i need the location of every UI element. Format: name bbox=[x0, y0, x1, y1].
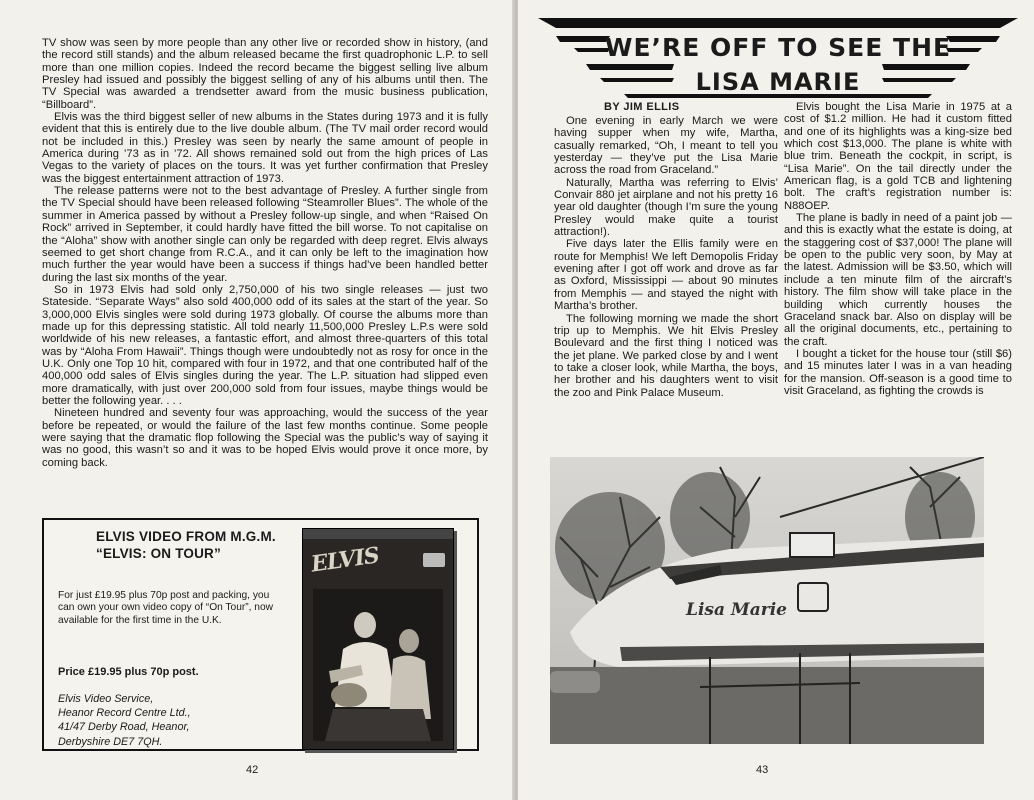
article-title-block bbox=[538, 16, 1018, 100]
ad-price: Price £19.95 plus 70p post. bbox=[58, 666, 199, 678]
paragraph: Nineteen hundred and seventy four was approaching, would the success of the year before be repeated, or would the failure of the last few months continue. Some people were saying that the dramatic flop following the Special was the public’s way of saying it was no good, this wasn’t so and it was to be hoped Elvis would prove it once more, by coming back. bbox=[42, 407, 488, 469]
paragraph: The following morning we made the short trip up to Memphis. We hit Elvis Presley Boulevard and the first thing I noticed was the jet plane. We parked close by and I went to take a closer look, while Martha, the boys, her brother and his daughters went to visit the zoo and Pink Palace Museum. bbox=[554, 312, 778, 399]
byline: BY JIM ELLIS bbox=[604, 101, 680, 113]
ad-subheading: “ELVIS: ON TOUR” bbox=[96, 546, 221, 561]
article-title-line-2: LISA MARIE bbox=[695, 68, 861, 96]
paragraph: One evening in early March we were having supper when my wife, Martha, casually remarked, “Oh, I meant to tell you yesterday — they’ve put the Lisa Marie across the road from Graceland.” bbox=[554, 115, 778, 177]
plane-script-name: Lisa Marie bbox=[686, 600, 787, 620]
address-line: 41/47 Derby Road, Heanor, bbox=[58, 721, 190, 734]
page-number: 43 bbox=[756, 764, 769, 776]
address-line: Derbyshire DE7 7QH. bbox=[58, 735, 163, 748]
video-cover-image bbox=[302, 528, 454, 750]
jet-plane-photo bbox=[550, 457, 984, 744]
left-page bbox=[0, 0, 514, 800]
address-line: Elvis Video Service, bbox=[58, 693, 154, 705]
cover-logo: ELVIS bbox=[309, 542, 381, 578]
article-column-1 bbox=[554, 115, 778, 399]
paragraph: TV show was seen by more people than any other live or recorded show in history, (and the record still stands) and the album released became the first quadrophonic L.P. to sell more than one million copies. Indeed the record became the biggest selling live album Presley had issued and possibly the biggest selling of any of his albums until then. The TV Special was awarded a trendsetter award from the music business publication, “Billboard”. bbox=[42, 37, 488, 111]
address-line: Heanor Record Centre Ltd., bbox=[58, 707, 191, 720]
ad-address bbox=[58, 692, 191, 749]
article-title-line-1: WE’RE OFF TO SEE THE bbox=[604, 33, 952, 62]
paragraph: The release patterns were not to the best advantage of Presley. A further single from the TV Special should have been released following “Steamroller Blues”. The whole of the summer in America passed by without a Presley follow-up single, and when “Raised On Rock” arrived in September, it could hardly have fitted the bill worse. To not capitalise on the “Aloha” show with another single can only be regarded with deep regret. Elvis always seemed to get short change from R.C.A., and it can only be left to the imagination how much further the year would have been a success if things had’ve been handled better during the last six months of the year. bbox=[42, 185, 488, 284]
mgm-badge-icon bbox=[423, 553, 445, 567]
paragraph: The plane is badly in need of a paint job — and this is exactly what the estate is doing, at the staggering cost of $37,000! The plane will be open to the public very soon, by May at the latest. Admission will be $3.50, which will include a ten minute film of the aircraft’s history. The film show will take place in the building which currently houses the Graceland snack bar. Also on display will be all the original documents, etc., pertaining to the craft. bbox=[784, 212, 1012, 348]
paragraph: Five days later the Ellis family were en route for Memphis! We left Demopolis Friday evening after I got off work and drove as far as Oxford, Mississippi — about 90 minutes from Memphis — and stayed the night with Martha’s brother. bbox=[554, 238, 778, 313]
paragraph: I bought a ticket for the house tour (still $6) and 15 minutes later I was in a van heading for the mansion. Off-season is a good time to visit Graceland, as fighting the crowds is bbox=[784, 347, 1012, 397]
left-article-text bbox=[42, 37, 488, 469]
paragraph: So in 1973 Elvis had sold only 2,750,000 of his two single releases — just two Stateside. “Separate Ways” also sold 400,000 odd of its sales at the start of the year. So 3,000,000 Elvis singles were sold during 1973 globally. Of course the albums more than made up for this depressing statistic. All told nearly 11,500,000 Presley L.P.s were sold worldwide of his new releases, a fantastic effort, and almost three-quarters of this total was by “Aloha From Hawaii”. Things though were undoubtedly not as rosy for once in the U.K. Only one Top 10 hit, compared with four in 1972, and that one contributed half of the 400,000 odd sales of Elvis singles during the year. The L.P. situation had slipped even more dramatically, with just over 200,000 sold from four issues, maybe things would be better the following year. . . . bbox=[42, 283, 488, 407]
video-advertisement bbox=[42, 518, 479, 751]
ad-body: For just £19.95 plus 70p post and packing, you can own your own video copy of “On Tour”, now available for the first time in the U.K. bbox=[58, 590, 273, 626]
ad-heading: ELVIS VIDEO FROM M.G.M. bbox=[96, 529, 276, 544]
paragraph: Elvis was the third biggest seller of new albums in the States during 1973 and it is fully evident that this is entirely due to the live double album. (The TV mail order record would not be included in this.) Presley was seen by nearly the same amount of people in America during ’73 as in ’72. All shows remained sold out from the high prices of Las Vegas to the variety of places on the tours. It was yet further confirmation that Presley was the biggest entertainment attraction of 1973. bbox=[42, 111, 488, 185]
performer-photo bbox=[313, 589, 443, 741]
cover-band bbox=[303, 529, 453, 539]
plane-illustration bbox=[550, 457, 984, 744]
right-page bbox=[518, 0, 1034, 800]
paragraph: Elvis bought the Lisa Marie in 1975 at a cost of $1.2 million. He had it custom fitted and one of its highlights was a king-size bed which cost $13,000. The plane is white with blue trim. Beneath the cockpit, in script, is “Lisa Marie”. On the tail directly under the American flag, is a gold TCB and lightening bolt. The craft’s registration number is: N88OEP. bbox=[784, 101, 1012, 212]
paragraph: Naturally, Martha was referring to Elvis’ Convair 880 jet airplane and not his pretty 16 year old daughter (though I’m sure the young Presley would make quite a tourist attraction!). bbox=[554, 176, 778, 239]
page-number: 42 bbox=[246, 764, 259, 776]
article-column-2 bbox=[784, 101, 1012, 397]
